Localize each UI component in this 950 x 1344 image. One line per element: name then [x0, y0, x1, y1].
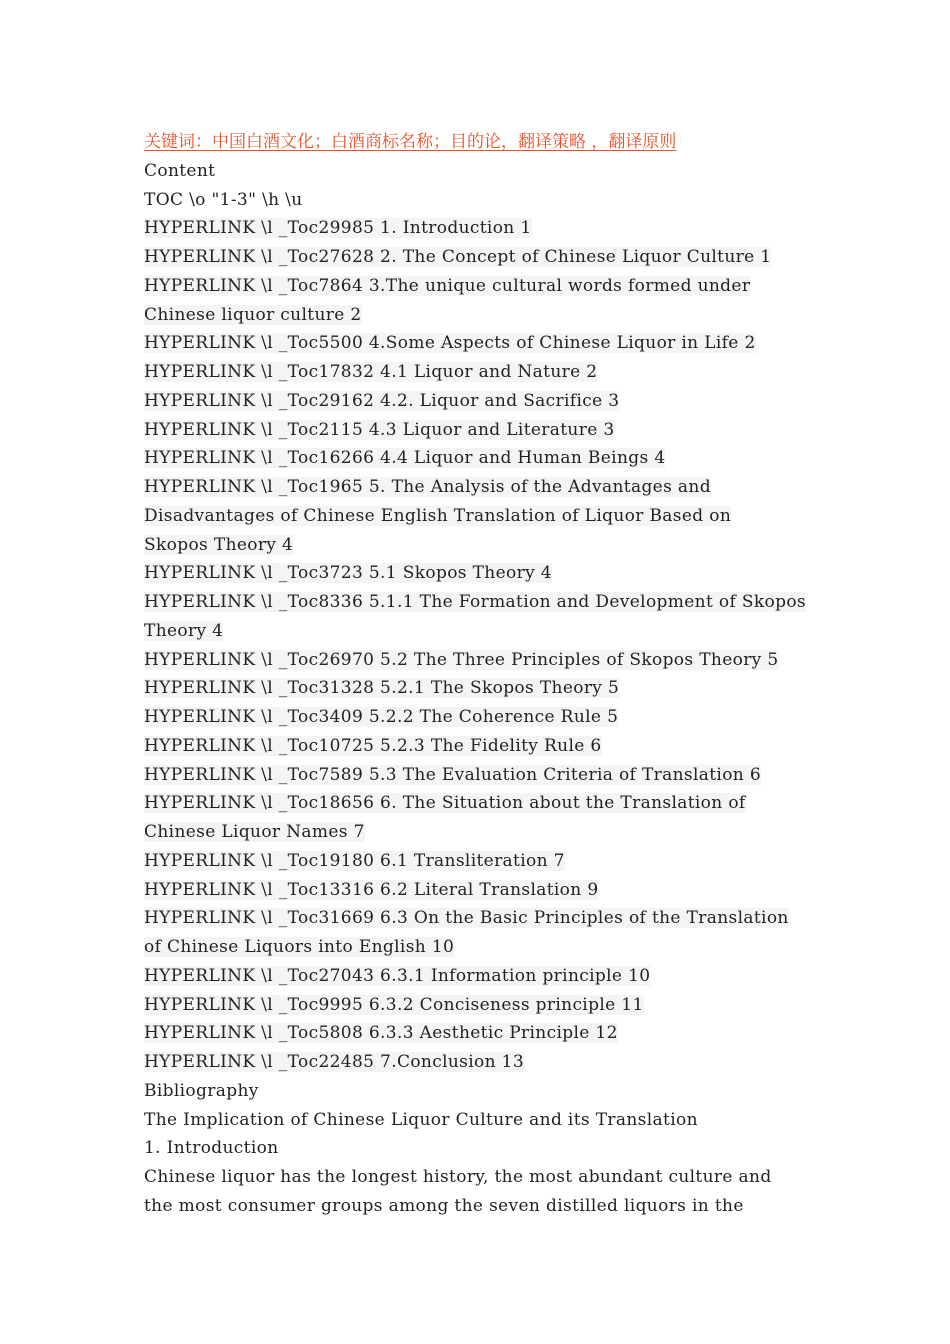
table-of-contents	[144, 214, 824, 1077]
toc-entry[interactable]: HYPERLINK \l _Toc2115 4.3 Liquor and Literature 3	[144, 419, 615, 440]
toc-entry[interactable]: HYPERLINK \l _Toc13316 6.2 Literal Translation 9	[144, 879, 599, 900]
section-heading: 1. Introduction	[144, 1138, 279, 1159]
toc-entry-continuation[interactable]: Theory 4	[144, 620, 224, 641]
paper-title: The Implication of Chinese Liquor Culture and its Translation	[144, 1109, 698, 1130]
toc-entry-continuation[interactable]: Disadvantages of Chinese English Translation of Liquor Based on	[144, 505, 732, 526]
toc-entry[interactable]: HYPERLINK \l _Toc3723 5.1 Skopos Theory 4	[144, 563, 552, 584]
toc-field-code: TOC \o "1-3" \h \u	[144, 189, 303, 210]
toc-entry[interactable]: HYPERLINK \l _Toc10725 5.2.3 The Fidelity Rule 6	[144, 735, 602, 756]
toc-entry[interactable]: HYPERLINK \l _Toc3409 5.2.2 The Coherence Rule 5	[144, 707, 619, 727]
toc-entry-continuation[interactable]: Chinese liquor culture 2	[144, 304, 362, 325]
toc-entry[interactable]: HYPERLINK \l _Toc27628 2. The Concept of Chinese Liquor Culture 1	[144, 247, 772, 267]
keywords-line: 关键词：中国白酒文化；白酒商标名称；目的论，翻译策略 ，翻译原则	[144, 132, 677, 152]
toc-entry[interactable]: HYPERLINK \l _Toc5808 6.3.3 Aesthetic Principle 12	[144, 1023, 618, 1044]
body-text-line: the most consumer groups among the seven distilled liquors in the	[144, 1195, 744, 1216]
toc-entry[interactable]: HYPERLINK \l _Toc29985 1. Introduction 1	[144, 218, 532, 239]
toc-entry[interactable]: HYPERLINK \l _Toc29162 4.2. Liquor and Sacrifice 3	[144, 390, 620, 411]
toc-entry[interactable]: HYPERLINK \l _Toc27043 6.3.1 Information principle 10	[144, 965, 651, 986]
body-text-line: Chinese liquor has the longest history, the most abundant culture and	[144, 1167, 772, 1187]
toc-entry-continuation[interactable]: Skopos Theory 4	[144, 534, 294, 555]
toc-entry[interactable]: HYPERLINK \l _Toc7864 3.The unique cultural words formed under	[144, 275, 751, 296]
toc-entry[interactable]: HYPERLINK \l _Toc5500 4.Some Aspects of Chinese Liquor in Life 2	[144, 333, 756, 354]
toc-entry[interactable]: HYPERLINK \l _Toc18656 6. The Situation about the Translation of	[144, 793, 746, 814]
toc-entry-continuation[interactable]: of Chinese Liquors into English 10	[144, 937, 455, 957]
toc-entry[interactable]: HYPERLINK \l _Toc8336 5.1.1 The Formation and Development of Skopos	[144, 592, 806, 612]
bibliography-heading: Bibliography	[144, 1080, 259, 1101]
toc-entry[interactable]: HYPERLINK \l _Toc26970 5.2 The Three Principles of Skopos Theory 5	[144, 649, 779, 670]
toc-entry[interactable]: HYPERLINK \l _Toc31328 5.2.1 The Skopos Theory 5	[144, 678, 620, 699]
document-page	[144, 128, 824, 1221]
toc-entry[interactable]: HYPERLINK \l _Toc7589 5.3 The Evaluation Criteria of Translation 6	[144, 764, 762, 785]
toc-entry[interactable]: HYPERLINK \l _Toc1965 5. The Analysis of the Advantages and	[144, 477, 711, 497]
toc-entry[interactable]: HYPERLINK \l _Toc22485 7.Conclusion 13	[144, 1052, 525, 1072]
toc-entry-continuation[interactable]: Chinese Liquor Names 7	[144, 822, 365, 842]
toc-entry[interactable]: HYPERLINK \l _Toc31669 6.3 On the Basic Principles of the Translation	[144, 908, 789, 929]
toc-entry[interactable]: HYPERLINK \l _Toc17832 4.1 Liquor and Nature 2	[144, 362, 598, 382]
content-heading: Content	[144, 160, 216, 181]
toc-entry[interactable]: HYPERLINK \l _Toc9995 6.3.2 Conciseness principle 11	[144, 994, 644, 1015]
toc-entry[interactable]: HYPERLINK \l _Toc19180 6.1 Transliteration 7	[144, 850, 565, 871]
toc-entry[interactable]: HYPERLINK \l _Toc16266 4.4 Liquor and Human Beings 4	[144, 448, 666, 469]
